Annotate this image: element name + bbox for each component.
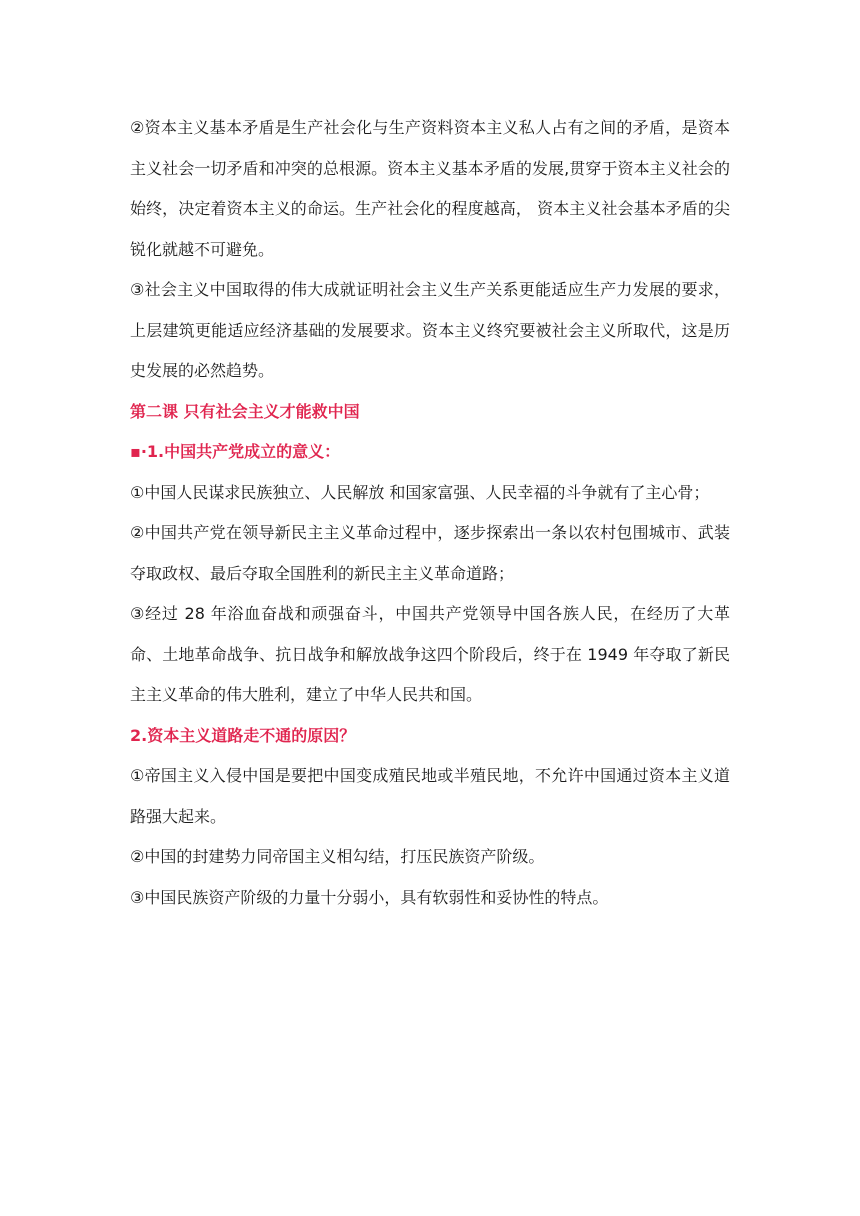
paragraph-feudal-forces: ②中国的封建势力同帝国主义相勾结，打压民族资产阶级。 [130, 847, 545, 866]
paragraph-bourgeoisie-weakness: ③中国民族资产阶级的力量十分弱小，具有软弱性和妥协性的特点。 [130, 887, 609, 907]
lesson-title: 第二课 只有社会主义才能救中国 [130, 401, 360, 421]
paragraph-revolution-road: ②中国共产党在领导新民主主义革命过程中，逐步探索出一条以农村包围城市、武装夺取政权、最后夺取全国胜利的新民主主义革命道路； [130, 523, 730, 583]
document-body [130, 108, 730, 918]
paragraph-socialist-achievement: ③社会主义中国取得的伟大成就证明社会主义生产关系更能适应生产力发展的要求，上层建筑更能适应经济基础的发展要求。资本主义终究要被社会主义所取代，这是历史发展的必然趋势。 [130, 280, 730, 380]
paragraph-victory-1949: ③经过 28 年浴血奋战和顽强奋斗，中国共产党领导中国各族人民，在经历了大革命、土地革命战争、抗日战争和解放战争这四个阶段后，终于在 1949 年夺取了新民主主义革命的伟大胜利，建立了中华人民共和国。 [130, 604, 730, 704]
section-heading-party-significance: ▪·1.中国共产党成立的意义： [130, 442, 341, 461]
paragraph-contradiction: ②资本主义基本矛盾是生产社会化与生产资料资本主义私人占有之间的矛盾，是资本主义社会一切矛盾和冲突的总根源。资本主义基本矛盾的发展,贯穿于资本主义社会的始终，决定着资本主义的命运。生产社会化的程度越高， 资本主义社会基本矛盾的尖锐化就越不可避免。 [130, 118, 730, 259]
paragraph-party-backbone: ①中国人民谋求民族独立、人民解放 和国家富强、人民幸福的斗争就有了主心骨； [130, 482, 710, 502]
section-heading-capitalism-failure: 2.资本主义道路走不通的原因？ [130, 725, 356, 745]
paragraph-imperialism: ①帝国主义入侵中国是要把中国变成殖民地或半殖民地，不允许中国通过资本主义道路强大起来。 [130, 766, 730, 826]
